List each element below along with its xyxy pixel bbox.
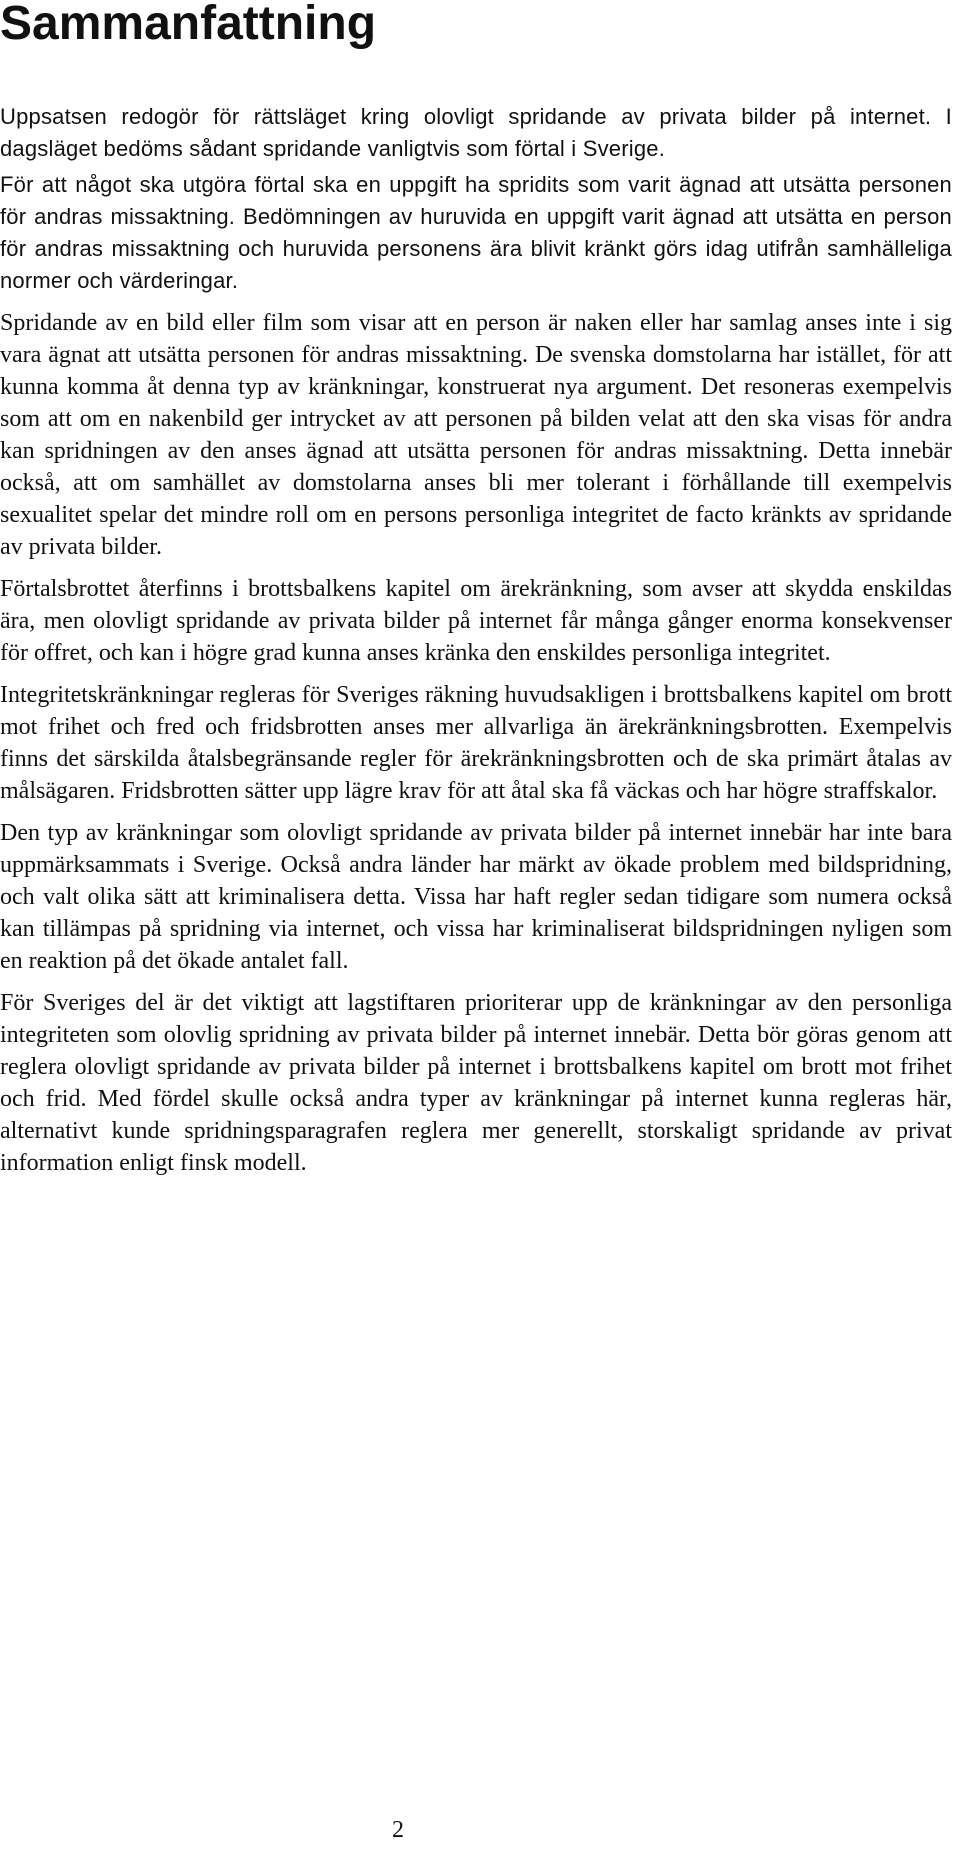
paragraph-recommendation: För Sveriges del är det viktigt att lagstiftaren prioriterar upp de kränkningar av den personliga integriteten som olovlig spridning av privata bilder på internet innebär. Detta bör göras genom att reglera olovligt spridande av privata bilder på internet i brottsbalkens kapitel om brott mot frihet och frid. Med fördel skulle också andra typer av kränkningar på internet kunna regleras här, alternativt kunde spridningsparagrafen reglera mer generellt, storskaligt spridande av privat information enligt finsk modell. xyxy=(0,990,952,1176)
paragraph-other-countries: Den typ av kränkningar som olovligt spridande av privata bilder på internet innebär har inte bara uppmärksammats i Sverige. Också andra länder har märkt av ökade problem med bildspridning, och valt olika sätt att kriminalisera detta. Vissa har haft regler sedan tidigare som numera också kan tillämpas på spridning via internet, och vissa har kriminaliserat bildspridningen nyligen som en reaktion på det ökade antalet fall. xyxy=(0,820,952,974)
paragraph-defamation-chapter: Förtalsbrottet återfinns i brottsbalkens kapitel om ärekränkning, som avser att skydda enskildas ära, men olovligt spridande av privata bilder på internet får många gånger enorma konsekvenser för offret, och kan i högre grad kunna anses kränka den enskildes personliga integritet. xyxy=(0,576,952,666)
body-text xyxy=(0,101,952,1179)
paragraph-defamation-criteria: För att något ska utgöra förtal ska en uppgift ha spridits som varit ägnad att utsätta personen för andras missaktning. Bedömningen av huruvida en uppgift varit ägnad att utsätta en person för andras missaktning och huruvida personens ära blivit kränkt görs idag utifrån samhälleliga normer och värderingar. xyxy=(0,172,952,293)
page-title: Sammanfattning xyxy=(0,0,377,50)
paragraph-court-arguments: Spridande av en bild eller film som visar att en person är naken eller har samlag anses inte i sig vara ägnat att utsätta personen för andras missaktning. De svenska domstolarna har istället, för att kunna komma åt denna typ av kränkningar, konstruerat nya argument. Det resoneras exempelvis som att om en nakenbild ger intrycket av att personen på bilden velat att den ska visas för andra kan spridningen av den anses ägnad att utsätta personen för andras missaktning. Detta innebär också, att om samhället av domstolarna anses bli mer tolerant i förhållande till exempelvis sexualitet spelar det mindre roll om en persons personliga integritet de facto kränkts av spridande av privata bilder. xyxy=(0,310,952,560)
paragraph-intro: Uppsatsen redogör för rättsläget kring olovligt spridande av privata bilder på internet. I dagsläget bedöms sådant spridande vanligtvis som förtal i Sverige. xyxy=(0,104,952,161)
page-number xyxy=(0,1816,960,1844)
page-number-label: 2 xyxy=(392,1817,404,1843)
paragraph-integrity-violations: Integritetskränkningar regleras för Sveriges räkning huvudsakligen i brottsbalkens kapitel om brott mot frihet och fred och fridsbrotten anses mer allvarliga än ärekränkningsbrotten. Exempelvis finns det särskilda åtalsbegränsande regler för ärekränkningsbrotten och de ska primärt åtalas av målsägaren. Fridsbrotten sätter upp lägre krav för att åtal ska få väckas och har högre straffskalor. xyxy=(0,682,952,804)
